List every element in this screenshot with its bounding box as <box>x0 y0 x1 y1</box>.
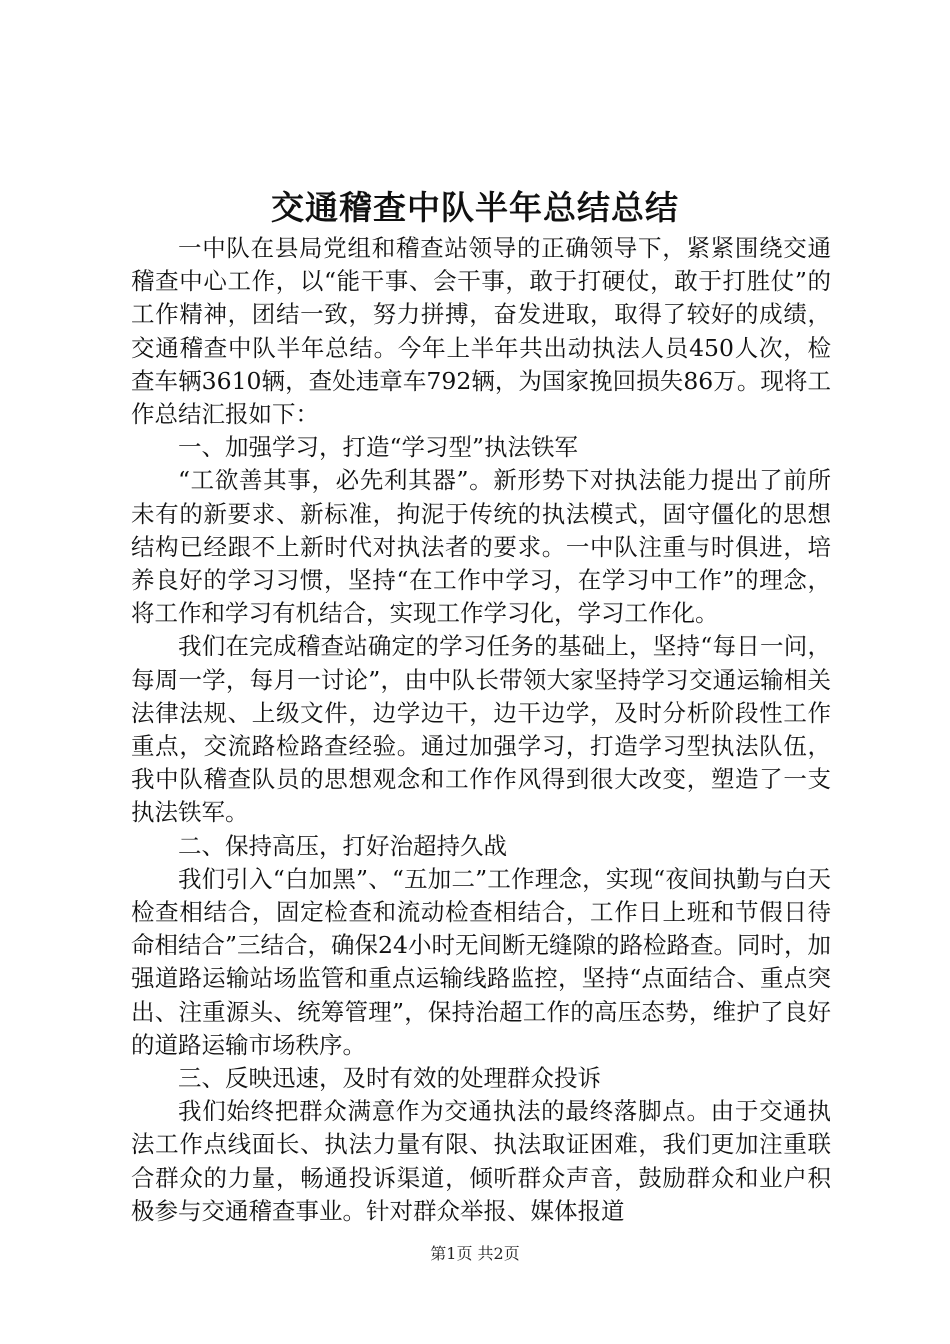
page-title: 交通稽查中队半年总结总结 <box>271 188 679 227</box>
document-body <box>131 232 831 1228</box>
page-footer: 第1页 共2页 <box>430 1244 520 1263</box>
section-heading-1: 一、加强学习，打造“学习型”执法铁军 <box>178 433 579 462</box>
section-heading-2: 二、保持高压，打好治超持久战 <box>178 831 507 860</box>
section-heading-3: 三、反映迅速，及时有效的处理群众投诉 <box>178 1064 601 1093</box>
paragraph: 我们引入“白加黑”、“五加二”工作理念，实现“夜间执勤与白天检查相结合，固定检查和流动检查相结合，工作日上班和节假日待命相结合”三结合，确保24小时无间断无缝隙的路检路查。同时，加强道路运输站场监管和重点运输线路监控，坚持“点面结合、重点突出、注重源头、统筹管理”，保持治超工作的高压态势，维护了良好的道路运输市场秩序。 <box>131 864 831 1059</box>
paragraph: 我们在完成稽查站确定的学习任务的基础上，坚持“每日一问，每周一学，每月一讨论”，由中队长带领大家坚持学习交通运输相关法律法规、上级文件，边学边干，边干边学，及时分析阶段性工作重点，交流路检路查经验。通过加强学习，打造学习型执法队伍，我中队稽查队员的思想观念和工作作风得到很大改变，塑造了一支执法铁军。 <box>131 632 831 827</box>
paragraph: “工欲善其事，必先利其器”。新形势下对执法能力提出了前所未有的新要求、新标准，拘泥于传统的执法模式，固守僵化的思想结构已经跟不上新时代对执法者的要求。一中队注重与时俱进，培养良好的学习习惯，坚持“在工作中学习，在学习中工作”的理念，将工作和学习有机结合，实现工作学习化，学习工作化。 <box>131 466 831 628</box>
paragraph: 我们始终把群众满意作为交通执法的最终落脚点。由于交通执法工作点线面长、执法力量有限、执法取证困难，我们更加注重联合群众的力量，畅通投诉渠道，倾听群众声音，鼓励群众和业户积极参与交通稽查事业。针对群众举报、媒体报道 <box>131 1097 831 1225</box>
paragraph-intro: 一中队在县局党组和稽查站领导的正确领导下，紧紧围绕交通稽查中心工作，以“能干事、会干事，敢于打硬仗，敢于打胜仗”的工作精神，团结一致，努力拼搏，奋发进取，取得了较好的成绩，交通稽查中队半年总结。今年上半年共出动执法人员450人次，检查车辆3610辆，查处违章车792辆，为国家挽回损失86万。现将工作总结汇报如下： <box>131 234 831 429</box>
